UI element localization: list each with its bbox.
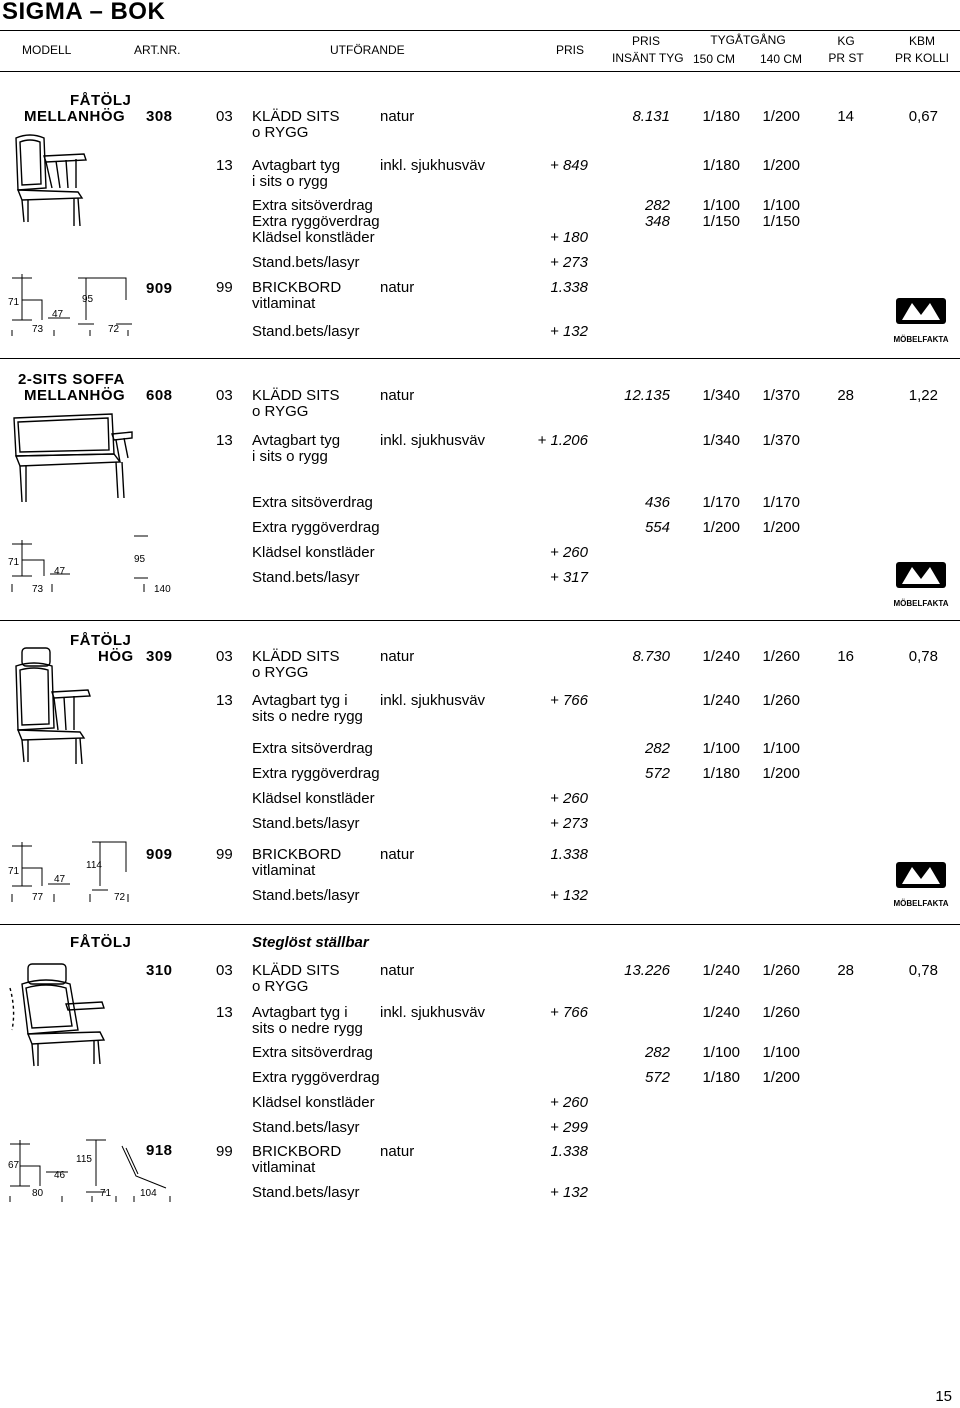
cell-mat: inkl. sjukhusväv (380, 432, 486, 449)
cell-desc: Extra sitsöverdrag (252, 740, 373, 757)
cell-insant: 348 (644, 213, 670, 230)
cell-desc: Stand.bets/lasyr (252, 569, 360, 586)
cell-pris: 1.338 (550, 846, 588, 863)
cell-code: 03 (216, 387, 233, 404)
cell-c150: 1/340 (702, 432, 740, 449)
mobelfakta-mark-icon (892, 562, 950, 598)
dim-depth: 77 (32, 892, 44, 903)
cell-c150: 1/100 (702, 740, 740, 757)
cell-desc: KLÄDD SITS (252, 387, 340, 404)
cell-desc-line2: sits o nedre rygg (252, 1020, 363, 1037)
cell-c140: 1/260 (762, 692, 800, 709)
cell-c150: 1/170 (702, 494, 740, 511)
cell-insant: 572 (644, 1069, 670, 1086)
section-name-line1: 2-SITS SOFFA (18, 371, 125, 388)
cell-desc-line2: o RYGG (252, 978, 309, 995)
cell-pris: + 317 (550, 569, 588, 586)
table-header (0, 30, 960, 72)
header-140cm: 140 CM (760, 52, 803, 66)
cell-desc: Klädsel konstläder (252, 229, 375, 246)
section-name-line1: FÅTÖLJ (70, 934, 132, 951)
cell-desc-line2: i sits o rygg (252, 448, 328, 465)
dim-width: 71 (100, 1188, 112, 1199)
cell-pris: + 180 (550, 229, 588, 246)
section-divider (0, 620, 960, 621)
header-kg-line2: PR ST (828, 51, 864, 65)
cell-desc: KLÄDD SITS (252, 648, 340, 665)
cell-c150: 1/180 (702, 1069, 740, 1086)
mobelfakta-logo (892, 862, 950, 908)
cell-insant: 282 (644, 197, 670, 214)
cell-desc: Avtagbart tyg (252, 157, 341, 174)
cell-c150: 1/180 (702, 765, 740, 782)
dim-depth: 80 (32, 1188, 44, 1199)
cell-c140: 1/370 (762, 387, 800, 404)
cell-insant: 282 (644, 1044, 670, 1061)
cell-desc-line2: vitlaminat (252, 295, 316, 312)
cell-insant: 8.730 (632, 648, 670, 665)
cell-c140: 1/100 (762, 740, 800, 757)
dim-height: 71 (8, 557, 20, 568)
cell-mat: inkl. sjukhusväv (380, 1004, 486, 1021)
cell-c150: 1/240 (702, 1004, 740, 1021)
cell-desc: Avtagbart tyg i (252, 1004, 348, 1021)
cell-desc: KLÄDD SITS (252, 108, 340, 125)
cell-pris: + 260 (550, 790, 588, 807)
cell-c140: 1/200 (762, 519, 800, 536)
cell-desc: KLÄDD SITS (252, 962, 340, 979)
cell-c150: 1/100 (702, 1044, 740, 1061)
cell-mat: natur (380, 648, 415, 665)
cell-c150: 1/240 (702, 692, 740, 709)
dim-back-height: 115 (76, 1154, 92, 1165)
cell-c140: 1/200 (762, 108, 800, 125)
section-name-line2: HÖG (98, 648, 134, 665)
cell-mat: natur (380, 108, 415, 125)
dim-depth: 73 (32, 324, 44, 335)
cell-c140: 1/170 (762, 494, 800, 511)
section-note: Steglöst ställbar (252, 934, 369, 951)
dim-depth: 73 (32, 584, 44, 595)
cell-desc: Extra ryggöverdrag (252, 519, 380, 536)
dim-back-height: 114 (86, 860, 102, 871)
cell-desc-line2: sits o nedre rygg (252, 708, 363, 725)
cell-mat: natur (380, 1143, 415, 1160)
cell-kbm: 0,78 (908, 648, 938, 665)
cell-pris: + 766 (550, 1004, 588, 1021)
dim-height: 71 (8, 866, 20, 877)
cell-desc: Stand.bets/lasyr (252, 887, 360, 904)
cell-pris: 1.338 (550, 279, 588, 296)
cell-pris: + 132 (550, 323, 588, 340)
art-number-table: 918 (146, 1142, 173, 1159)
cell-c140: 1/260 (762, 1004, 800, 1021)
cell-insant: 572 (644, 765, 670, 782)
cell-desc: BRICKBORD (252, 279, 342, 296)
dim-height: 67 (8, 1160, 20, 1171)
section-divider (0, 924, 960, 925)
art-number: 310 (146, 962, 173, 979)
header-pris-insant-line1: PRIS (631, 34, 660, 48)
cell-desc-line2: o RYGG (252, 664, 309, 681)
cell-desc: Stand.bets/lasyr (252, 254, 360, 271)
cell-desc: Extra ryggöverdrag (252, 1069, 380, 1086)
cell-c140: 1/200 (762, 157, 800, 174)
recliner-drawing (6, 960, 136, 1070)
art-number-table: 909 (146, 846, 173, 863)
cell-code: 99 (216, 1143, 233, 1160)
cell-c140: 1/260 (762, 962, 800, 979)
art-number: 608 (146, 387, 173, 404)
cell-pris: + 273 (550, 815, 588, 832)
section-name-line2: MELLANHÖG (24, 108, 126, 125)
header-modell: MODELL (22, 43, 72, 57)
cell-mat: natur (380, 279, 415, 296)
cell-kg: 28 (837, 387, 854, 404)
cell-c150: 1/180 (702, 157, 740, 174)
cell-desc: Extra sitsöverdrag (252, 197, 373, 214)
armchair-drawing (8, 128, 128, 228)
mobelfakta-mark-icon (892, 298, 950, 334)
cell-pris: + 132 (550, 1184, 588, 1201)
cell-c140: 1/100 (762, 1044, 800, 1061)
cell-desc: Avtagbart tyg (252, 432, 341, 449)
cell-kg: 16 (837, 648, 854, 665)
cell-kbm: 1,22 (908, 387, 938, 404)
cell-kg: 28 (837, 962, 854, 979)
dim-back-height: 95 (134, 554, 146, 565)
header-150cm: 150 CM (693, 52, 736, 66)
cell-desc-line2: vitlaminat (252, 1159, 316, 1176)
dim-seat-height: 47 (54, 566, 66, 577)
header-kbm-line1: KBM (908, 34, 935, 48)
sofa-drawing (8, 406, 138, 506)
cell-kg: 14 (837, 108, 854, 125)
cell-c140: 1/150 (762, 213, 800, 230)
cell-code: 13 (216, 692, 233, 709)
catalog-title: SIGMA – BOK (2, 0, 166, 25)
cell-insant: 282 (644, 740, 670, 757)
cell-c150: 1/340 (702, 387, 740, 404)
cell-desc-line2: i sits o rygg (252, 173, 328, 190)
cell-c150: 1/240 (702, 648, 740, 665)
cell-desc-line2: vitlaminat (252, 862, 316, 879)
cell-c150: 1/180 (702, 108, 740, 125)
cell-desc: Klädsel konstläder (252, 790, 375, 807)
dim-width-reclined: 104 (140, 1188, 157, 1199)
mobelfakta-logo (892, 298, 950, 344)
header-tygatgang: TYGÅTGÅNG (710, 33, 786, 47)
cell-c140: 1/200 (762, 1069, 800, 1086)
header-kbm (890, 33, 954, 67)
cell-desc-line2: o RYGG (252, 124, 309, 141)
cell-code: 13 (216, 1004, 233, 1021)
header-kg-line1: KG (837, 34, 855, 48)
cell-code: 99 (216, 279, 233, 296)
header-kbm-line2: PR KOLLI (894, 51, 950, 65)
cell-kbm: 0,78 (908, 962, 938, 979)
cell-pris: + 132 (550, 887, 588, 904)
cell-desc: BRICKBORD (252, 846, 342, 863)
cell-desc: Extra sitsöverdrag (252, 1044, 373, 1061)
cell-insant: 554 (644, 519, 670, 536)
cell-mat: inkl. sjukhusväv (380, 157, 486, 174)
dim-seat-height: 47 (52, 309, 64, 320)
cell-code: 99 (216, 846, 233, 863)
section-divider (0, 358, 960, 359)
header-artnr: ART.NR. (134, 43, 181, 57)
dim-back-height: 95 (82, 294, 94, 305)
section-name-line1: FÅTÖLJ (70, 632, 132, 649)
header-pris-insant-line2: INSÄNT TYG (612, 51, 684, 65)
dim-width: 72 (114, 892, 126, 903)
cell-c140: 1/370 (762, 432, 800, 449)
cell-c150: 1/200 (702, 519, 740, 536)
cell-kbm: 0,67 (908, 108, 938, 125)
cell-desc: Stand.bets/lasyr (252, 815, 360, 832)
cell-c140: 1/260 (762, 648, 800, 665)
mobelfakta-logo (892, 562, 950, 608)
cell-pris: 1.338 (550, 1143, 588, 1160)
cell-insant: 436 (644, 494, 670, 511)
mobelfakta-mark-icon (892, 862, 950, 898)
cell-desc: Stand.bets/lasyr (252, 323, 360, 340)
cell-insant: 8.131 (632, 108, 670, 125)
cell-desc: Klädsel konstläder (252, 1094, 375, 1111)
cell-pris: + 849 (550, 157, 588, 174)
cell-pris: + 273 (550, 254, 588, 271)
cell-c150: 1/100 (702, 197, 740, 214)
art-number: 309 (146, 648, 173, 665)
cell-c150: 1/240 (702, 962, 740, 979)
cell-pris: + 260 (550, 1094, 588, 1111)
section-name-line2: MELLANHÖG (24, 387, 126, 404)
cell-pris: + 766 (550, 692, 588, 709)
header-pris-insant (612, 33, 684, 67)
cell-insant: 13.226 (624, 962, 670, 979)
cell-mat: natur (380, 962, 415, 979)
cell-desc-line2: o RYGG (252, 403, 309, 420)
cell-pris: + 1.206 (537, 432, 588, 449)
cell-desc: Extra sitsöverdrag (252, 494, 373, 511)
cell-code: 03 (216, 962, 233, 979)
cell-code: 13 (216, 157, 233, 174)
dim-height: 71 (8, 297, 20, 308)
cell-desc: Stand.bets/lasyr (252, 1119, 360, 1136)
cell-mat: natur (380, 387, 415, 404)
cell-mat: inkl. sjukhusväv (380, 692, 486, 709)
cell-insant: 12.135 (624, 387, 670, 404)
page-number: 15 (935, 1388, 952, 1405)
header-utforande: UTFÖRANDE (330, 43, 405, 57)
mobelfakta-label: MÖBELFAKTA (893, 335, 949, 344)
cell-desc: Extra ryggöverdrag (252, 213, 380, 230)
mobelfakta-label: MÖBELFAKTA (893, 599, 949, 608)
mobelfakta-label: MÖBELFAKTA (893, 899, 949, 908)
cell-c140: 1/200 (762, 765, 800, 782)
cell-pris: + 299 (550, 1119, 588, 1136)
dim-seat-height: 47 (54, 874, 66, 885)
dim-width: 140 (154, 584, 171, 595)
dim-width: 72 (108, 324, 120, 335)
cell-c140: 1/100 (762, 197, 800, 214)
cell-code: 03 (216, 108, 233, 125)
cell-desc: Extra ryggöverdrag (252, 765, 380, 782)
art-number-table: 909 (146, 280, 173, 297)
art-number: 308 (146, 108, 173, 125)
cell-desc: Avtagbart tyg i (252, 692, 348, 709)
cell-code: 03 (216, 648, 233, 665)
high-armchair-drawing (8, 646, 128, 766)
section-name-line1: FÅTÖLJ (70, 92, 132, 109)
cell-desc: BRICKBORD (252, 1143, 342, 1160)
header-pris: PRIS (556, 43, 585, 57)
cell-c150: 1/150 (702, 213, 740, 230)
cell-desc: Stand.bets/lasyr (252, 1184, 360, 1201)
cell-pris: + 260 (550, 544, 588, 561)
cell-desc: Klädsel konstläder (252, 544, 375, 561)
dim-seat-height: 46 (54, 1170, 66, 1181)
cell-code: 13 (216, 432, 233, 449)
cell-mat: natur (380, 846, 415, 863)
header-kg (816, 33, 876, 67)
